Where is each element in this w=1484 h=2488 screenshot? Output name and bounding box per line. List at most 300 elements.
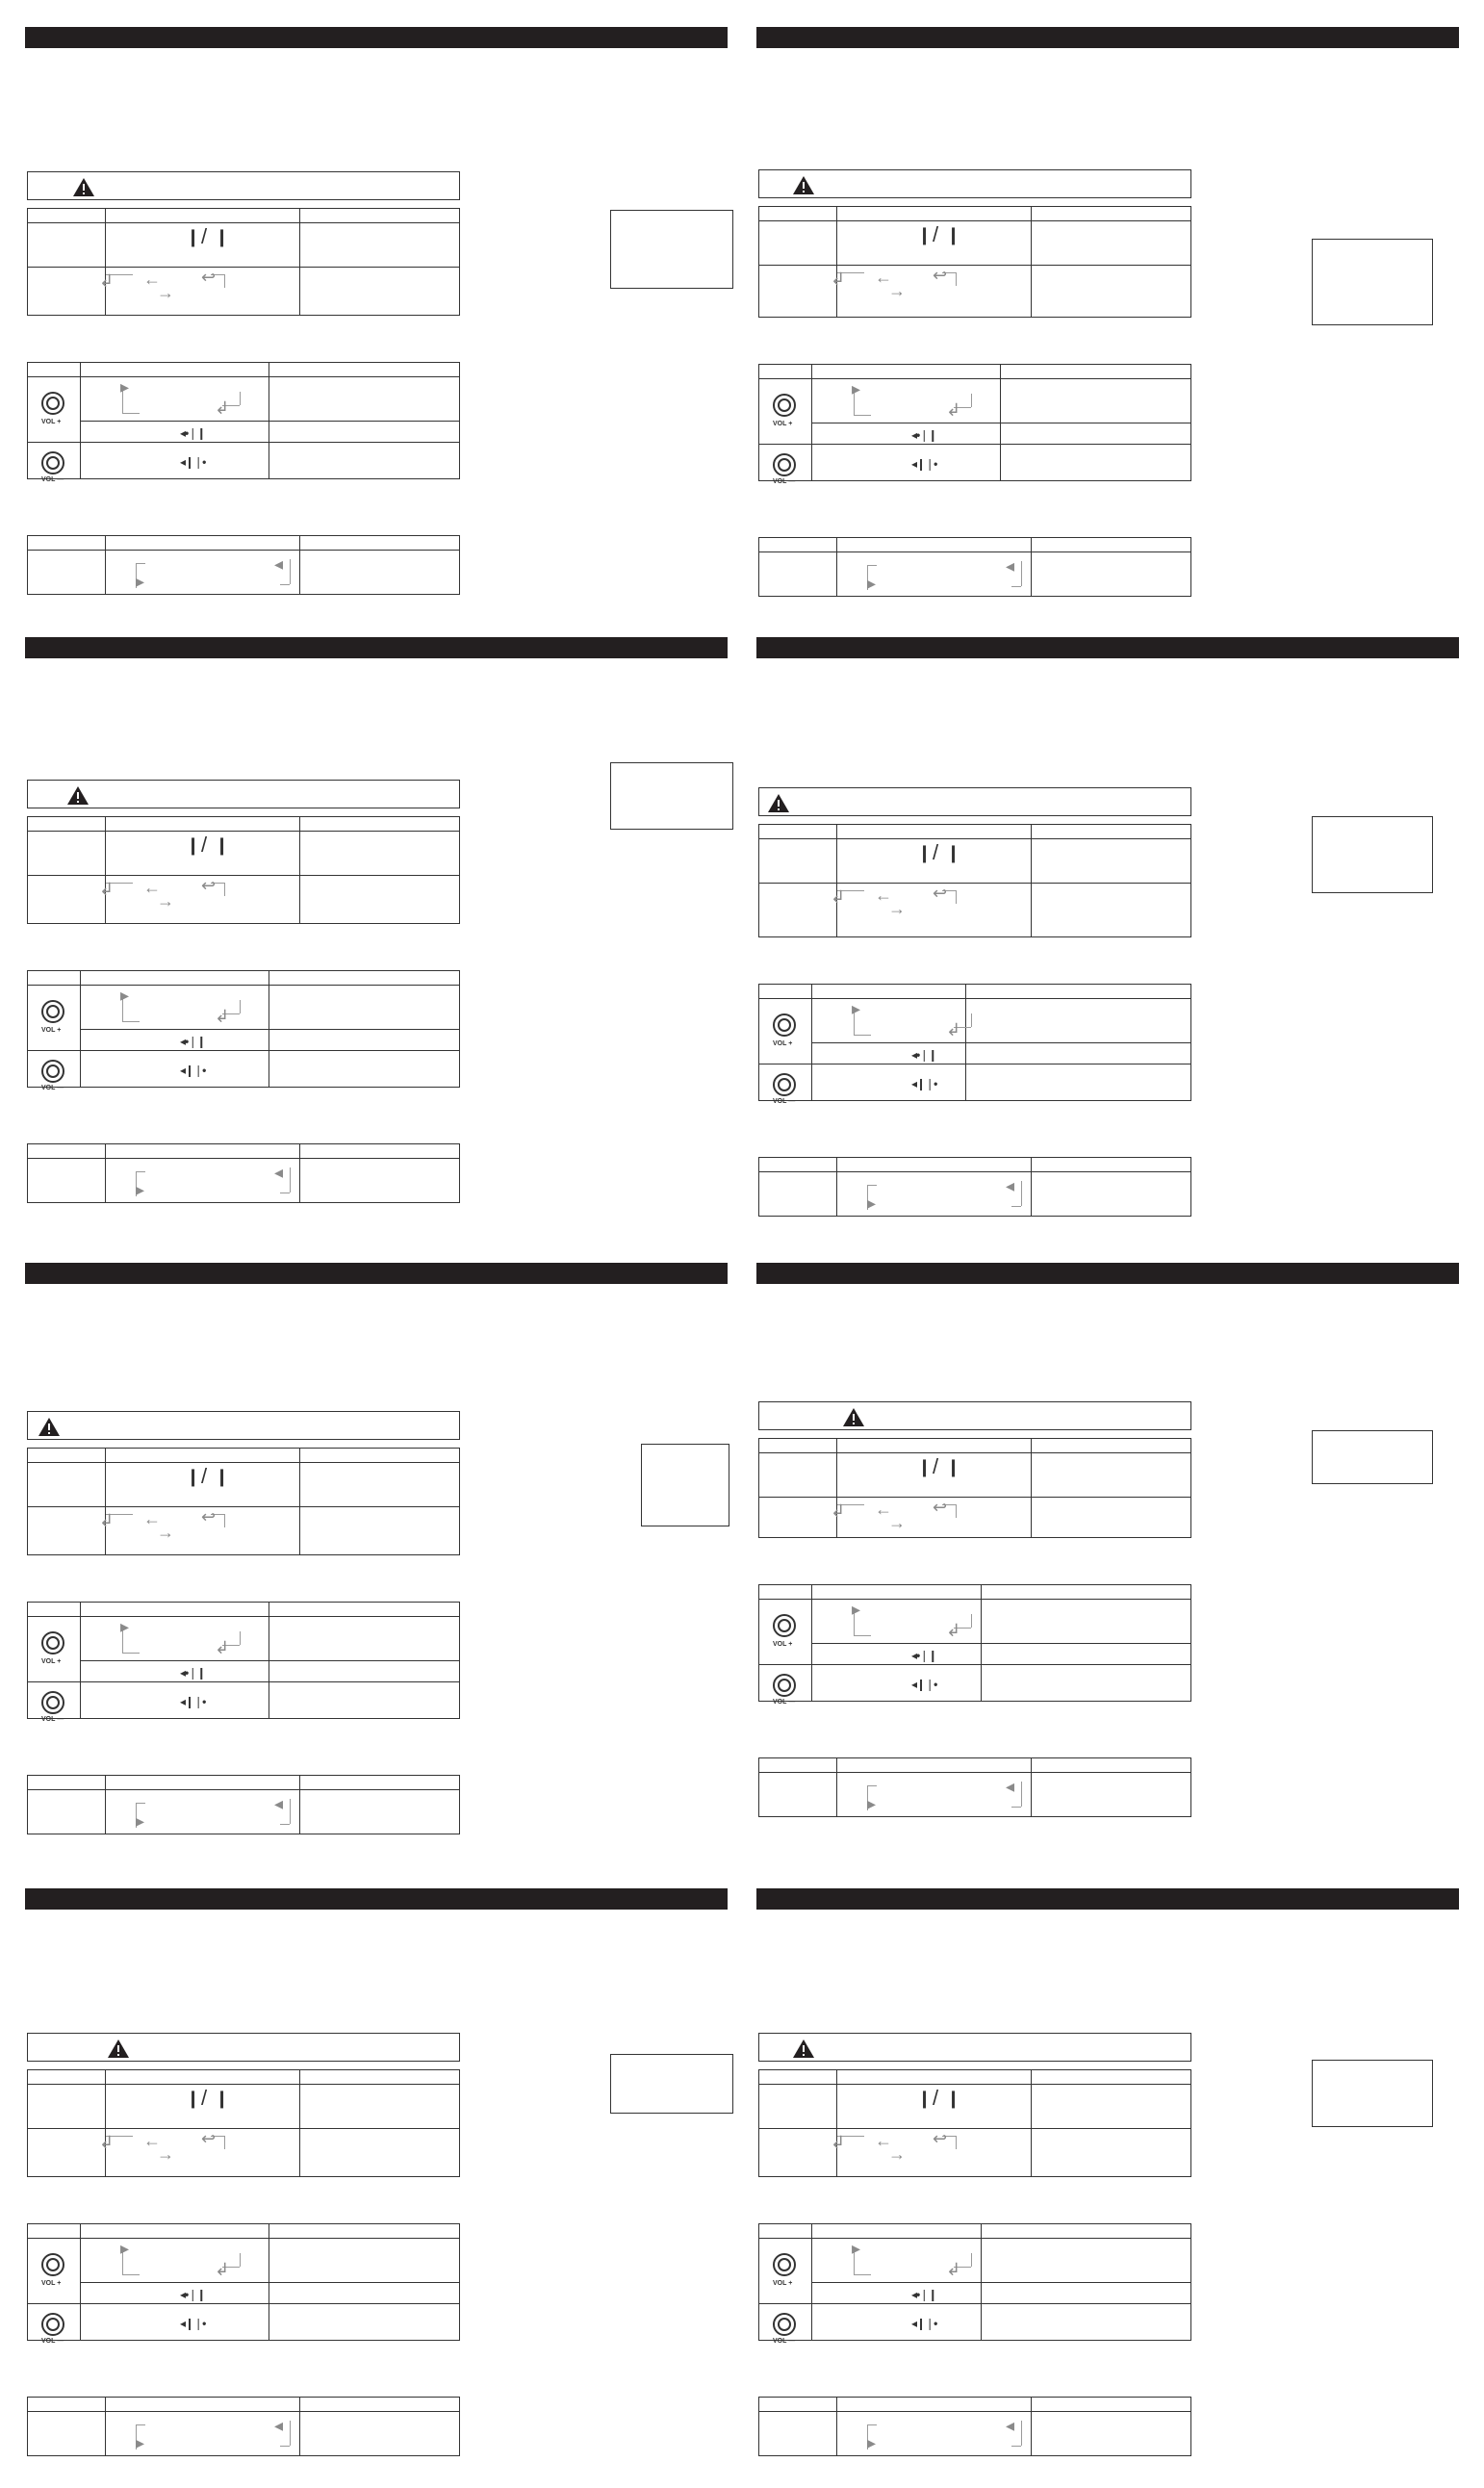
note-box xyxy=(641,1444,729,1526)
table-divider xyxy=(299,209,300,315)
button-ring xyxy=(778,1078,791,1091)
table-divider xyxy=(299,817,300,923)
diagram-line xyxy=(854,2274,871,2275)
mute-button-icon xyxy=(41,2253,64,2276)
table-divider xyxy=(759,2303,1190,2304)
button-table xyxy=(758,984,1191,1105)
warning-triangle-icon xyxy=(107,2039,130,2059)
direction-arrow: ▸ xyxy=(852,379,861,398)
manual-panel xyxy=(756,1263,1459,1860)
table-divider xyxy=(1031,2398,1032,2455)
button-ring xyxy=(46,1005,60,1018)
mute-button-icon xyxy=(41,392,64,415)
diagram-line xyxy=(224,2136,225,2149)
warning-box xyxy=(27,171,460,200)
vol-minus-label: VOL — xyxy=(41,476,64,483)
table-divider xyxy=(105,1144,106,1202)
volume-down-icon: ◂❙❘• xyxy=(911,2317,937,2330)
diagram-line xyxy=(971,1013,972,1027)
power-button-icon xyxy=(773,1674,796,1697)
diagram-line xyxy=(280,1824,290,1825)
table-divider xyxy=(1031,1758,1032,1816)
direction-arrow: → xyxy=(888,1513,906,1532)
direction-arrow: → xyxy=(157,891,174,911)
direction-arrow: ▸ xyxy=(852,1600,861,1619)
diagram-line xyxy=(122,413,140,414)
table-divider xyxy=(759,1497,1190,1498)
mute-button-icon xyxy=(773,394,796,417)
table-divider xyxy=(105,536,106,594)
direction-arrow: ↩ xyxy=(201,268,217,287)
direction-arrow: ← xyxy=(875,2131,892,2150)
power-button-icon xyxy=(773,1073,796,1096)
microphone-muted-icon: ❙ xyxy=(215,2089,230,2108)
diagram-line xyxy=(136,1171,145,1172)
microphone-muted-icon: ❙ xyxy=(946,2089,961,2108)
direction-arrow: ◂ xyxy=(1006,1777,1015,1796)
vol-plus-label: VOL + xyxy=(41,1027,62,1034)
note-box xyxy=(610,210,733,289)
diagram-line xyxy=(240,1000,241,1013)
vol-minus-label: VOL — xyxy=(773,1098,796,1105)
vol-minus-label: VOL — xyxy=(773,478,796,485)
power-button-icon xyxy=(41,451,64,475)
volume-down-icon: ◂❙❘• xyxy=(180,455,206,469)
diagram-line xyxy=(956,2136,957,2149)
direction-arrow: ↲ xyxy=(831,2133,846,2152)
table-divider xyxy=(28,2411,459,2412)
diagram-line xyxy=(136,1803,145,1804)
volume-down-icon: ◂❙❘• xyxy=(911,1077,937,1090)
power-button-icon xyxy=(41,2313,64,2336)
table-divider xyxy=(1031,2070,1032,2176)
button-ring xyxy=(46,2318,60,2331)
table-divider xyxy=(105,817,106,923)
diagram-line xyxy=(867,1785,877,1786)
manual-panel xyxy=(756,637,1459,1234)
direction-arrow: ▸ xyxy=(120,986,130,1005)
function-table xyxy=(758,1438,1191,1538)
direction-arrow: ▸ xyxy=(136,1811,145,1831)
diagram-line xyxy=(224,1514,225,1527)
direction-arrow: → xyxy=(157,2144,174,2164)
direction-arrow: ▸ xyxy=(120,2239,130,2258)
table-divider xyxy=(28,2084,459,2085)
vol-plus-label: VOL + xyxy=(41,419,62,425)
table-divider xyxy=(28,222,459,223)
diagram-line xyxy=(224,883,225,896)
table-divider xyxy=(836,1758,837,1816)
button-table xyxy=(27,970,460,1091)
direction-arrow: ↲ xyxy=(215,398,230,418)
diagram-line xyxy=(280,584,290,585)
section-header-bar xyxy=(25,637,728,658)
manual-panel xyxy=(25,1263,728,1860)
button-ring xyxy=(778,2318,791,2331)
button-table xyxy=(27,362,460,483)
direction-arrow: ↲ xyxy=(99,271,115,291)
direction-arrow: ← xyxy=(875,1500,892,1519)
slash-separator: / xyxy=(201,2086,208,2110)
function-table xyxy=(27,2069,460,2177)
power-button-icon xyxy=(773,453,796,476)
table-divider xyxy=(28,1050,459,1051)
button-table xyxy=(27,2223,460,2345)
direction-arrow: ↲ xyxy=(831,887,846,907)
slash-separator: / xyxy=(933,222,939,246)
volume-down-icon: ◂❙❘• xyxy=(180,1695,206,1708)
direction-arrow: ▸ xyxy=(867,1193,877,1213)
button-ring xyxy=(778,2258,791,2271)
manual-panel xyxy=(756,1888,1459,2485)
button-ring xyxy=(46,2258,60,2271)
sequence-table xyxy=(27,535,460,595)
note-box xyxy=(610,762,733,830)
microphone-icon: ❙ xyxy=(186,835,201,855)
volume-down-icon: ◂❙❘• xyxy=(180,1064,206,1077)
direction-arrow: ↲ xyxy=(831,269,846,289)
table-divider xyxy=(811,2282,1190,2283)
table-divider xyxy=(28,550,459,551)
diagram-line xyxy=(867,565,877,566)
direction-arrow: ← xyxy=(875,268,892,287)
table-divider xyxy=(299,1776,300,1834)
direction-arrow: ↩ xyxy=(933,884,948,903)
section-header-bar xyxy=(756,1888,1459,1910)
table-divider xyxy=(28,1158,459,1159)
slash-separator: / xyxy=(201,1464,208,1488)
table-divider xyxy=(1031,1439,1032,1537)
table-divider xyxy=(759,1772,1190,1773)
table-divider xyxy=(28,376,459,377)
function-table xyxy=(27,208,460,316)
table-divider xyxy=(836,538,837,596)
microphone-muted-icon: ❙ xyxy=(215,1467,230,1486)
vol-minus-label: VOL — xyxy=(773,2338,796,2345)
note-box xyxy=(1312,816,1433,893)
sequence-table xyxy=(27,1775,460,1834)
microphone-icon: ❙ xyxy=(917,2089,933,2108)
direction-arrow: → xyxy=(157,1523,174,1542)
volume-up-icon: ◂•❘❙ xyxy=(911,1048,937,1062)
microphone-icon: ❙ xyxy=(186,1467,201,1486)
table-divider xyxy=(759,1664,1190,1665)
direction-arrow: ↲ xyxy=(215,1638,230,1657)
vol-plus-label: VOL + xyxy=(773,1040,793,1047)
power-button-icon xyxy=(41,1691,64,1714)
table-divider xyxy=(759,838,1190,839)
direction-arrow: ← xyxy=(143,2131,161,2150)
section-header-bar xyxy=(25,27,728,48)
warning-box xyxy=(758,2033,1191,2062)
warning-box xyxy=(758,169,1191,198)
section-header-bar xyxy=(25,1263,728,1284)
table-divider xyxy=(105,2398,106,2455)
table-divider xyxy=(811,1643,1190,1644)
table-divider xyxy=(299,536,300,594)
sequence-table xyxy=(758,1157,1191,1217)
table-divider xyxy=(836,2398,837,2455)
vol-minus-label: VOL — xyxy=(41,1716,64,1723)
table-divider xyxy=(836,825,837,936)
table-divider xyxy=(80,421,459,422)
slash-separator: / xyxy=(933,840,939,864)
button-ring xyxy=(778,1619,791,1632)
microphone-icon: ❙ xyxy=(186,227,201,246)
direction-arrow: ▸ xyxy=(852,999,861,1018)
table-divider xyxy=(105,1449,106,1554)
diagram-line xyxy=(867,2424,877,2425)
diagram-line xyxy=(1011,1807,1021,1808)
table-divider xyxy=(759,378,1190,379)
microphone-muted-icon: ❙ xyxy=(946,843,961,862)
manual-panel xyxy=(25,1888,728,2485)
table-divider xyxy=(1031,207,1032,317)
button-table xyxy=(758,1584,1191,1706)
mute-button-icon xyxy=(41,1631,64,1654)
direction-arrow: ↩ xyxy=(201,2129,217,2148)
diagram-line xyxy=(136,563,145,564)
vol-plus-label: VOL + xyxy=(41,2280,62,2287)
direction-arrow: ↲ xyxy=(946,2260,961,2279)
diagram-line xyxy=(240,1631,241,1645)
volume-down-icon: ◂❙❘• xyxy=(911,1678,937,1691)
function-table xyxy=(758,206,1191,318)
sequence-table xyxy=(27,1143,460,1203)
mute-button-icon xyxy=(773,1013,796,1037)
direction-arrow: ◂ xyxy=(1006,556,1015,576)
table-divider xyxy=(28,442,459,443)
table-divider xyxy=(759,1452,1190,1453)
diagram-line xyxy=(290,559,291,584)
function-table xyxy=(27,816,460,924)
direction-arrow: ↲ xyxy=(99,2133,115,2152)
table-divider xyxy=(759,2128,1190,2129)
microphone-muted-icon: ❙ xyxy=(215,227,230,246)
diagram-line xyxy=(290,1167,291,1193)
direction-arrow: ↲ xyxy=(946,1621,961,1640)
table-divider xyxy=(299,1449,300,1554)
diagram-line xyxy=(971,2253,972,2267)
diagram-line xyxy=(956,1504,957,1518)
direction-arrow: ▸ xyxy=(120,1617,130,1636)
table-divider xyxy=(759,2238,1190,2239)
direction-arrow: → xyxy=(157,283,174,302)
warning-triangle-icon xyxy=(38,1417,61,1437)
vol-plus-label: VOL + xyxy=(773,1641,793,1648)
table-divider xyxy=(28,267,459,268)
diagram-line xyxy=(290,2421,291,2446)
table-divider xyxy=(1031,825,1032,936)
diagram-line xyxy=(867,1185,877,1186)
table-divider xyxy=(759,2084,1190,2085)
table-divider xyxy=(836,1158,837,1216)
warning-triangle-icon xyxy=(842,1407,865,1427)
table-divider xyxy=(299,2070,300,2176)
diagram-line xyxy=(854,415,871,416)
direction-arrow: → xyxy=(888,2144,906,2164)
section-header-bar xyxy=(756,27,1459,48)
diagram-line xyxy=(122,1653,140,1654)
microphone-muted-icon: ❙ xyxy=(946,1457,961,1476)
sequence-table xyxy=(758,1757,1191,1817)
warning-triangle-icon xyxy=(66,785,90,806)
slash-separator: / xyxy=(933,2086,939,2110)
vol-plus-label: VOL + xyxy=(41,1658,62,1665)
direction-arrow: ↲ xyxy=(99,880,115,899)
diagram-line xyxy=(1021,1782,1022,1807)
diagram-line xyxy=(1011,2446,1021,2447)
direction-arrow: ↲ xyxy=(215,1007,230,1026)
table-divider xyxy=(759,444,1190,445)
direction-arrow: ← xyxy=(143,878,161,897)
table-divider xyxy=(28,875,459,876)
diagram-line xyxy=(122,2274,140,2275)
diagram-line xyxy=(854,1635,871,1636)
diagram-line xyxy=(240,392,241,405)
microphone-muted-icon: ❙ xyxy=(946,225,961,244)
microphone-icon: ❙ xyxy=(186,2089,201,2108)
button-ring xyxy=(778,398,791,412)
diagram-line xyxy=(280,2446,290,2447)
function-table xyxy=(27,1448,460,1555)
table-divider xyxy=(759,220,1190,221)
table-divider xyxy=(28,2128,459,2129)
table-divider xyxy=(811,1042,1190,1043)
mute-button-icon xyxy=(773,2253,796,2276)
table-divider xyxy=(759,883,1190,884)
table-divider xyxy=(1031,1158,1032,1216)
microphone-muted-icon: ❙ xyxy=(215,835,230,855)
direction-arrow: ↲ xyxy=(215,2260,230,2279)
direction-arrow: ◂ xyxy=(274,1163,284,1182)
button-table xyxy=(758,2223,1191,2345)
direction-arrow: ◂ xyxy=(274,1794,284,1813)
direction-arrow: ▸ xyxy=(867,1794,877,1813)
volume-up-icon: ◂•❘❙ xyxy=(911,2288,937,2301)
table-divider xyxy=(28,1462,459,1463)
power-button-icon xyxy=(773,2313,796,2336)
warning-box xyxy=(27,1411,460,1440)
diagram-line xyxy=(956,272,957,286)
warning-box xyxy=(27,780,460,808)
direction-arrow: ↲ xyxy=(946,1020,961,1039)
vol-minus-label: VOL — xyxy=(41,1085,64,1091)
slash-separator: / xyxy=(201,224,208,248)
microphone-icon: ❙ xyxy=(917,1457,933,1476)
mute-button-icon xyxy=(773,1614,796,1637)
warning-box xyxy=(758,1401,1191,1430)
button-ring xyxy=(778,458,791,472)
direction-arrow: ◂ xyxy=(274,554,284,574)
diagram-line xyxy=(854,1035,871,1036)
warning-triangle-icon xyxy=(792,175,815,195)
table-divider xyxy=(28,1681,459,1682)
diagram-line xyxy=(290,1799,291,1824)
volume-up-icon: ◂•❘❙ xyxy=(180,1035,206,1048)
direction-arrow: ← xyxy=(143,269,161,289)
warning-box xyxy=(27,2033,460,2062)
direction-arrow: ↩ xyxy=(933,266,948,285)
vol-plus-label: VOL + xyxy=(773,2280,793,2287)
section-header-bar xyxy=(756,1263,1459,1284)
power-button-icon xyxy=(41,1060,64,1083)
slash-separator: / xyxy=(201,833,208,857)
diagram-line xyxy=(122,1021,140,1022)
diagram-line xyxy=(971,1614,972,1628)
warning-triangle-icon xyxy=(792,2039,815,2059)
table-divider xyxy=(1031,538,1032,596)
table-divider xyxy=(759,1599,1190,1600)
button-table xyxy=(27,1602,460,1723)
button-ring xyxy=(46,1696,60,1709)
mute-button-icon xyxy=(41,1000,64,1023)
button-ring xyxy=(778,1679,791,1692)
diagram-line xyxy=(956,890,957,904)
microphone-icon: ❙ xyxy=(917,225,933,244)
sequence-table xyxy=(27,2397,460,2456)
direction-arrow: ◂ xyxy=(1006,1176,1015,1195)
sequence-table xyxy=(758,2397,1191,2456)
table-divider xyxy=(28,2238,459,2239)
button-ring xyxy=(778,1018,791,1032)
table-divider xyxy=(28,831,459,832)
table-divider xyxy=(80,1660,459,1661)
direction-arrow: ▸ xyxy=(120,377,130,397)
table-divider xyxy=(105,2070,106,2176)
volume-up-icon: ◂•❘❙ xyxy=(180,426,206,440)
note-box xyxy=(1312,2060,1433,2127)
volume-up-icon: ◂•❘❙ xyxy=(911,1649,937,1662)
button-ring xyxy=(46,1064,60,1078)
table-divider xyxy=(299,1144,300,1202)
diagram-line xyxy=(1021,1181,1022,1206)
direction-arrow: ▸ xyxy=(136,572,145,591)
direction-arrow: → xyxy=(888,899,906,918)
diagram-line xyxy=(971,394,972,407)
table-divider xyxy=(759,998,1190,999)
microphone-icon: ❙ xyxy=(917,843,933,862)
vol-minus-label: VOL — xyxy=(41,2338,64,2345)
vol-minus-label: VOL — xyxy=(773,1699,796,1706)
manual-panel xyxy=(25,27,728,624)
diagram-line xyxy=(136,2424,145,2425)
table-divider xyxy=(836,2070,837,2176)
note-box xyxy=(610,2054,733,2114)
table-divider xyxy=(80,2282,459,2283)
vol-plus-label: VOL + xyxy=(773,421,793,427)
direction-arrow: ▸ xyxy=(136,1180,145,1199)
volume-up-icon: ◂•❘❙ xyxy=(180,1666,206,1680)
warning-triangle-icon xyxy=(72,177,95,197)
table-divider xyxy=(28,1789,459,1790)
manual-panel xyxy=(756,27,1459,624)
table-divider xyxy=(836,207,837,317)
direction-arrow: ▸ xyxy=(867,574,877,593)
table-divider xyxy=(80,1029,459,1030)
warning-triangle-icon xyxy=(767,793,790,813)
button-ring xyxy=(46,1636,60,1650)
manual-panel xyxy=(25,637,728,1234)
note-box xyxy=(1312,239,1433,325)
table-divider xyxy=(105,1776,106,1834)
table-divider xyxy=(28,985,459,986)
table-divider xyxy=(28,1616,459,1617)
note-box xyxy=(1312,1430,1433,1484)
table-divider xyxy=(759,2411,1190,2412)
function-table xyxy=(758,2069,1191,2177)
table-divider xyxy=(28,1506,459,1507)
